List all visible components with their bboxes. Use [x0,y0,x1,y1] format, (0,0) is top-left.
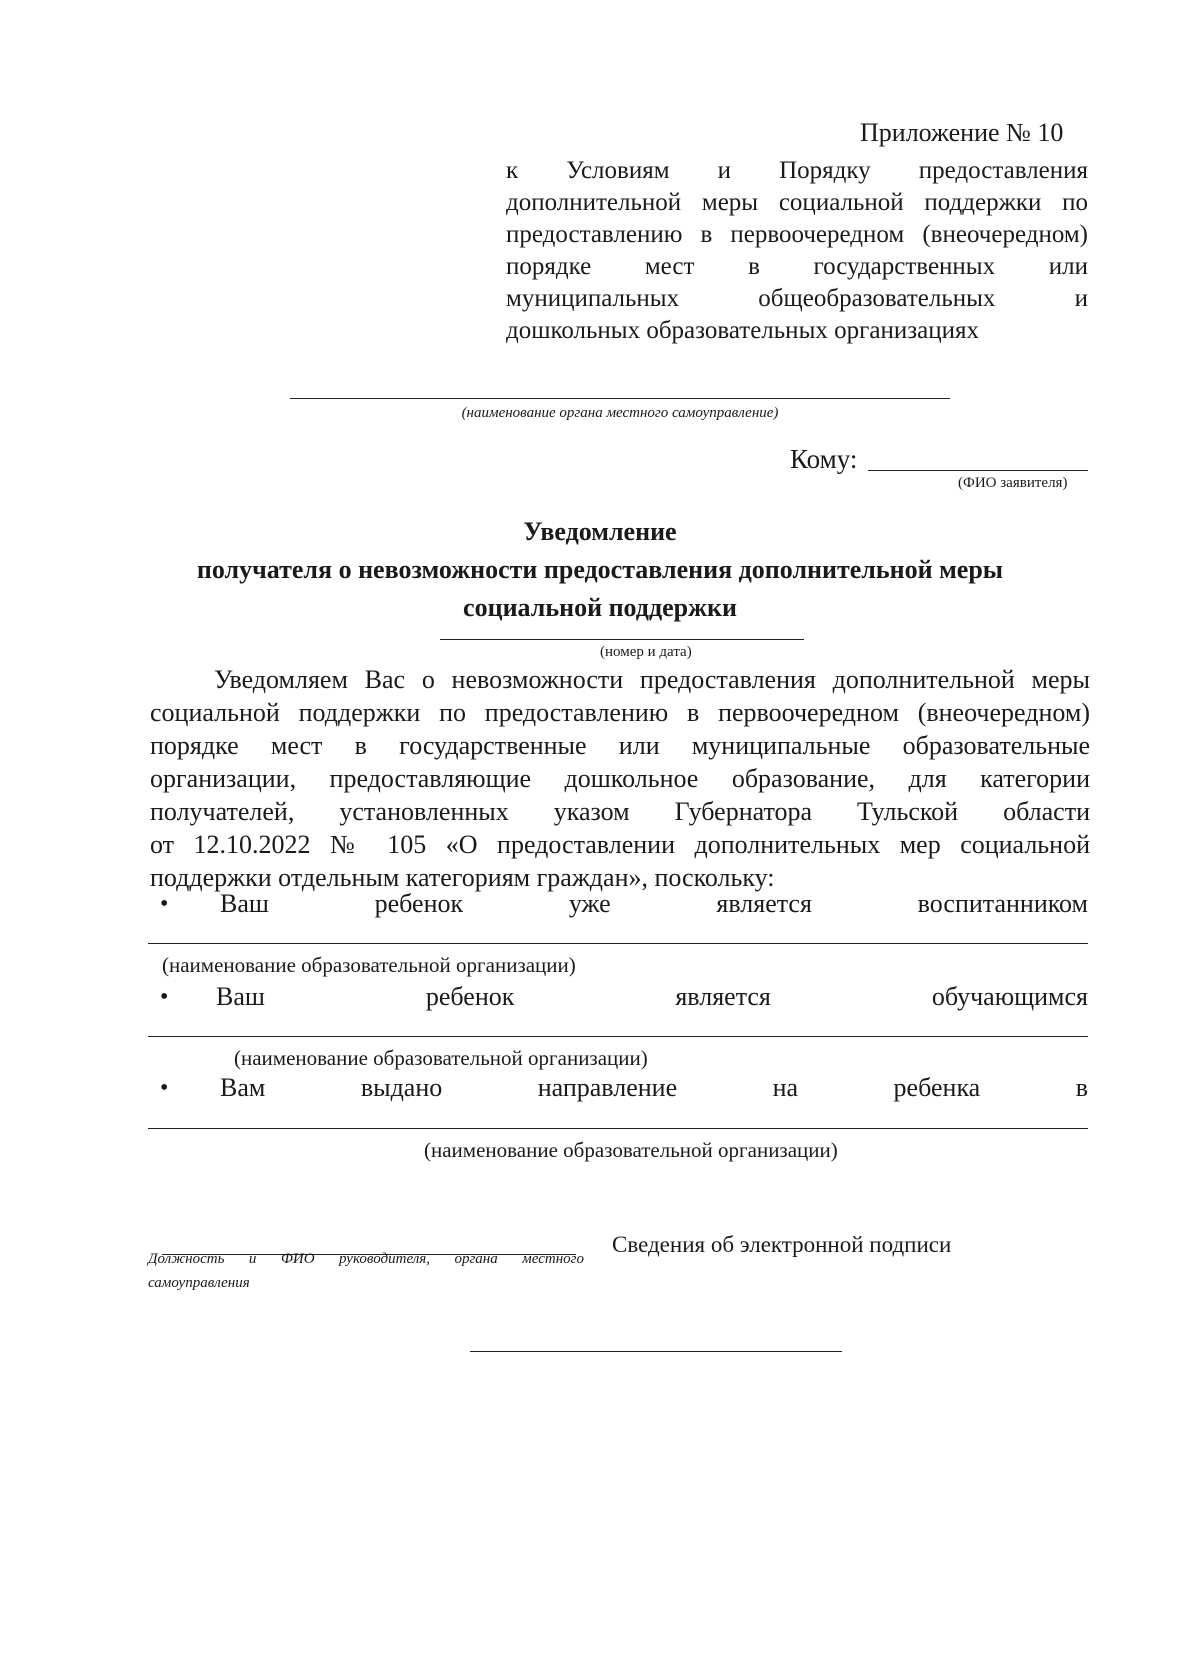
paragraph-line: организации, предоставляющие дошкольное образование, для категории [150,764,1090,793]
paragraph-line: социальной поддержки по предоставлению в первоочередном (внеочередном) [150,698,1090,727]
org-caption: (наименование образовательной организации) [424,1138,838,1162]
org-caption: (наименование образовательной организации) [234,1046,648,1070]
bullet-marker: • [160,891,169,917]
org-caption: (наименование образовательной организации) [162,953,576,977]
bullet-marker: • [160,1075,169,1101]
authority-caption: (наименование органа местного самоуправление) [461,405,779,421]
paragraph-line: Уведомляем Вас о невозможности предоставления дополнительной меры [214,665,1090,694]
authority-underline [290,398,950,399]
org-underline [148,1128,1088,1129]
bullet-text: Ваш ребенок является обучающимся [216,982,1088,1011]
appendix-line: муниципальных общеобразовательных и [506,285,1088,312]
esignature-label: Сведения об электронной подписи [612,1232,952,1257]
paragraph-line: поддержки отдельным категориям граждан», поскольку: [150,863,775,892]
appendix-line: дошкольных образовательных организациях [506,317,979,344]
signature-caption: Должность и ФИО руководителя, органа местного самоуправления [148,1251,584,1291]
recipient-label: Кому: [790,444,858,474]
paragraph-line: порядке мест в государственные или муниципальные образовательные [150,731,1090,760]
recipient-caption: (ФИО заявителя) [958,475,1068,491]
number-date-underline [440,639,804,640]
appendix-header: Приложение № 10 [860,118,1064,147]
bullet-marker: • [160,984,169,1010]
paragraph-line: получателей, установленных указом Губернатора Тульской области [150,797,1090,826]
paragraph-line: от 12.10.2022 № 105 «О предоставлении дополнительных мер социальной [150,830,1090,859]
org-underline [148,1036,1088,1037]
notice-paragraph [150,663,1090,894]
appendix-line: к Условиям и Порядку предоставления [506,157,1088,184]
org-underline [148,943,1088,944]
bullet-text: Вам выдано направление на ребенка в [220,1073,1088,1102]
doc-subtitle: социальной поддержки [463,593,737,622]
bottom-underline [470,1351,842,1352]
doc-subtitle: получателя о невозможности предоставления дополнительной меры [196,555,1004,584]
number-date-caption: (номер и дата) [600,644,692,660]
appendix-body [506,155,1088,347]
doc-title: Уведомление [523,517,677,546]
recipient-underline [868,470,1088,471]
appendix-line: дополнительной меры социальной поддержки по [506,189,1088,216]
appendix-line: порядке мест в государственных или [506,253,1088,280]
bullet-text: Ваш ребенок уже является воспитанником [220,889,1088,918]
appendix-line: предоставлению в первоочередном (внеочередном) [506,221,1088,248]
